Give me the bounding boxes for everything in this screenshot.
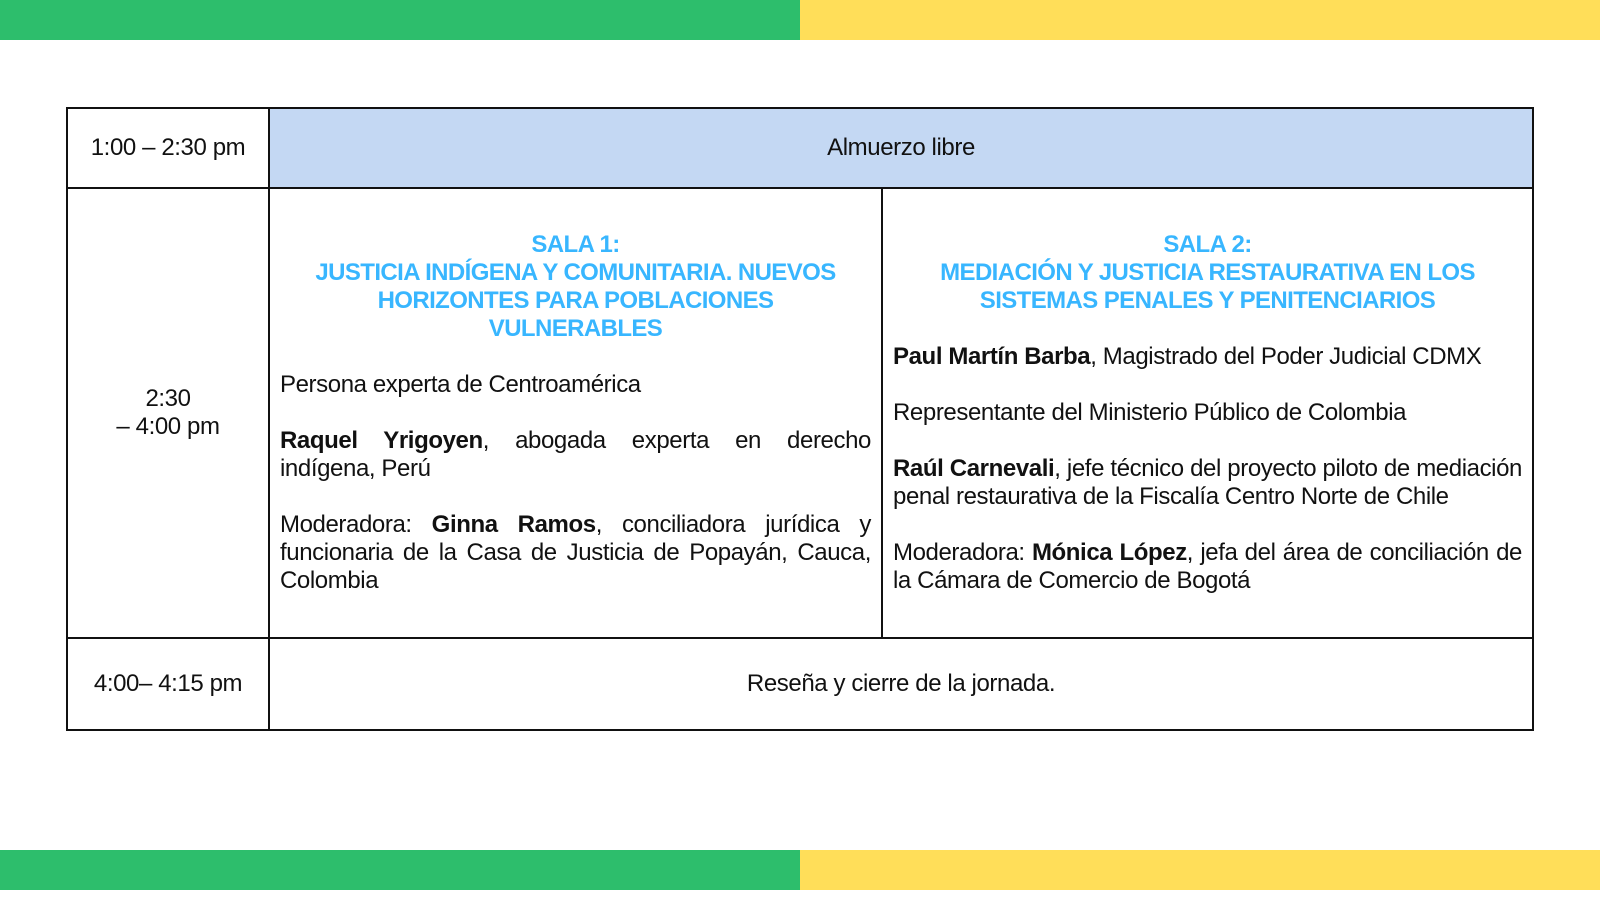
sala-2-moderator bbox=[893, 539, 1522, 595]
agenda-row-closing bbox=[67, 638, 1533, 730]
sala-2-speaker-2: Representante del Ministerio Público de Colombia bbox=[893, 399, 1407, 426]
sala-2-moderator-name: Mónica López bbox=[1031, 539, 1187, 566]
top-band-yellow bbox=[800, 0, 1600, 40]
sala-1-moderator-prefix: Moderadora: bbox=[280, 511, 432, 538]
sala-1-title-line-1: JUSTICIA INDÍGENA Y COMUNITARIA. NUEVOS bbox=[315, 259, 836, 286]
bottom-band-green bbox=[0, 850, 800, 890]
top-band-green bbox=[0, 0, 800, 40]
bottom-color-band bbox=[0, 850, 1600, 890]
time-cell-closing: 4:00– 4:15 pm bbox=[67, 638, 269, 730]
sala-1-speaker-2-desc: , abogada experta en derecho indígena, Perú bbox=[280, 427, 871, 482]
top-color-band bbox=[0, 0, 1600, 40]
sala-2-label: SALA 2: bbox=[1163, 231, 1252, 258]
agenda-row-lunch bbox=[67, 108, 1533, 188]
sala-2-speaker-3 bbox=[893, 455, 1522, 511]
sala-2-speaker-1 bbox=[893, 343, 1522, 371]
sala-1-title-line-3: VULNERABLES bbox=[488, 315, 663, 342]
sala-1-title-line-2: HORIZONTES PARA POBLACIONES bbox=[377, 287, 774, 314]
time-end: – 4:00 pm bbox=[116, 413, 220, 440]
sala-2-cell bbox=[882, 188, 1533, 638]
sala-1-speaker-2 bbox=[280, 427, 871, 483]
lunch-label: Almuerzo libre bbox=[269, 108, 1533, 188]
time-start: 2:30 bbox=[145, 385, 191, 412]
bottom-band-yellow bbox=[800, 850, 1600, 890]
sala-1-moderator bbox=[280, 511, 871, 595]
agenda-table bbox=[66, 107, 1534, 731]
sala-2-moderator-desc: , jefa del área de conciliación de la Cámara de Comercio de Bogotá bbox=[893, 539, 1523, 594]
sala-1-cell bbox=[269, 188, 882, 638]
sala-2-title-line-2: SISTEMAS PENALES Y PENITENCIARIOS bbox=[979, 287, 1436, 314]
sala-1-speaker-1: Persona experta de Centroamérica bbox=[280, 371, 641, 398]
time-cell-lunch: 1:00 – 2:30 pm bbox=[67, 108, 269, 188]
sala-2-speaker-1-name: Paul Martín Barba bbox=[893, 343, 1091, 370]
sala-2-heading bbox=[893, 231, 1522, 315]
sala-1-heading bbox=[280, 231, 871, 343]
sala-1-moderator-desc: , conciliadora jurídica y funcionaria de la Casa de Justicia de Popayán, Cauca, Colombia bbox=[280, 511, 871, 594]
closing-label: Reseña y cierre de la jornada. bbox=[269, 638, 1533, 730]
sala-2-title-line-1: MEDIACIÓN Y JUSTICIA RESTAURATIVA EN LOS bbox=[940, 259, 1475, 286]
sala-1-speaker-2-name: Raquel Yrigoyen bbox=[280, 427, 483, 454]
agenda-row-sessions bbox=[67, 188, 1533, 638]
sala-2-moderator-prefix: Moderadora: bbox=[893, 539, 1032, 566]
time-cell-sessions bbox=[67, 188, 269, 638]
sala-2-speaker-3-desc: , jefe técnico del proyecto piloto de mediación penal restaurativa de la Fiscalía Centro Norte de Chile bbox=[893, 455, 1523, 510]
sala-1-moderator-name: Ginna Ramos bbox=[431, 511, 596, 538]
sala-2-speaker-1-desc: , Magistrado del Poder Judicial CDMX bbox=[1090, 343, 1482, 370]
sala-1-label: SALA 1: bbox=[531, 231, 620, 258]
sala-2-speaker-3-name: Raúl Carnevali bbox=[893, 455, 1055, 482]
